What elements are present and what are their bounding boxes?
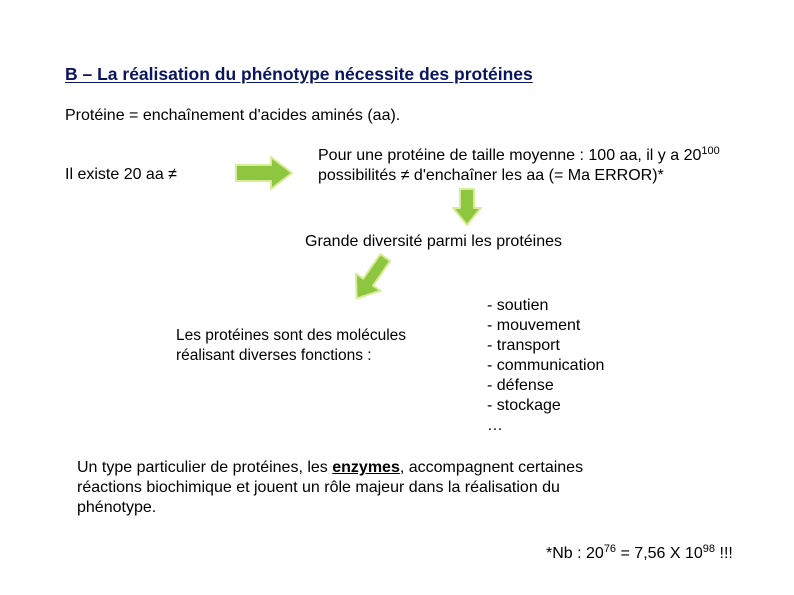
functions-intro-line1: Les protéines sont des molécules	[176, 327, 407, 344]
functions-list	[487, 296, 604, 436]
arrow-down-icon	[450, 186, 484, 228]
enzymes-paragraph	[77, 458, 583, 518]
functions-intro	[176, 326, 406, 366]
list-item: - défense	[487, 377, 554, 394]
diversity-text: Grande diversité parmi les protéines	[305, 233, 563, 250]
enzymes-line3: phénotype.	[77, 499, 157, 516]
enzymes-line2: réactions biochimique et jouent un rôle majeur dans la réalisation du	[77, 479, 560, 496]
functions-intro-line2: réalisant diverses fonctions :	[176, 347, 372, 364]
protein-definition: Protéine = enchaînement d'acides aminés (aa).	[65, 107, 401, 124]
possibilities-line1: Pour une protéine de taille moyenne : 100 aa, il y a 20	[318, 147, 702, 164]
possibilities-exponent: 100	[701, 145, 720, 157]
page-title: B – La réalisation du phénotype nécessite des protéines	[65, 64, 533, 84]
footnote-exponent-1: 76	[603, 543, 617, 555]
enzymes-line1-start: Un type particulier de protéines, les	[77, 459, 333, 476]
list-item: - transport	[487, 337, 560, 354]
arrow-down-left-icon	[344, 248, 398, 308]
footnote-middle: = 7,56 X 10	[616, 545, 703, 562]
list-item: - communication	[487, 357, 605, 374]
arrow-right-icon	[233, 154, 295, 192]
amino-acid-count: Il existe 20 aa ≠	[65, 166, 177, 183]
list-item: …	[487, 417, 503, 434]
footnote-suffix: !!!	[715, 545, 733, 562]
footnote-exponent-2: 98	[702, 543, 716, 555]
footnote-prefix: *Nb : 20	[546, 545, 604, 562]
footnote	[546, 544, 733, 564]
list-item: - soutien	[487, 297, 549, 314]
enzymes-keyword: enzymes	[332, 459, 400, 476]
enzymes-line1-end: , accompagnent certaines	[399, 459, 584, 476]
list-item: - stockage	[487, 397, 561, 414]
list-item: - mouvement	[487, 317, 581, 334]
possibilities-text	[318, 146, 720, 186]
possibilities-line2: possibilités ≠ d'enchaîner les aa (= Ma ERROR)*	[318, 167, 664, 184]
